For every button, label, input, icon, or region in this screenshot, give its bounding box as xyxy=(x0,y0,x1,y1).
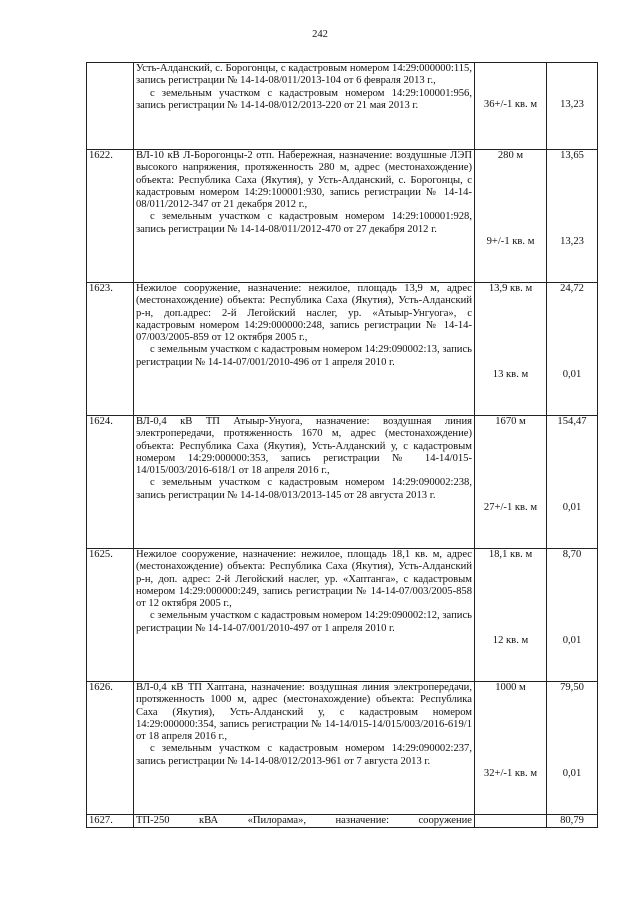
land-value: 13,23 xyxy=(560,99,584,110)
area-cell xyxy=(475,63,547,150)
land-plot-text: с земельным участком с кадастровым номером 14:29:090002:13, запись регистрации № 14-14-07/001/2010-496 от 1 апреля 2010 г. xyxy=(136,344,472,368)
object-area: 13,9 кв. м xyxy=(488,283,533,294)
area-cell xyxy=(475,283,547,416)
object-area: 280 м xyxy=(497,150,524,161)
object-text: ВЛ-10 кВ Л-Борогонцы-2 отп. Набережная, назначение: воздушные ЛЭП высокого напряжения, протяженность 280 м, адрес (местонахождение) объекта: Республика Саха (Якутия), у Усть-Алданский, с. Борогонцы, с кадастровым номером 14:29:100001:930, запись регистрации № 14-14-08/011/2012-347 от 21 декабря 2012 г., xyxy=(136,150,472,211)
object-description xyxy=(134,682,475,815)
object-area xyxy=(477,63,544,99)
land-area: 36+/-1 кв. м xyxy=(483,99,538,110)
row-number: 1626. xyxy=(87,682,134,815)
object-description xyxy=(134,416,475,549)
object-description xyxy=(134,549,475,682)
page-number: 242 xyxy=(312,29,328,40)
object-text: ВЛ-0,4 кВ ТП Хаптана, назначение: воздушная линия электропередачи, протяженность 1000 м, адрес (местонахождение) объекта: Республика Саха (Якутия), Усть-Алданский у, с кадастровым номером 14:29:000000:354, запись регистрации № 14-14/015-14/015/003/2016-619/1 от 18 апреля 2016 г., xyxy=(136,682,472,743)
row-number: 1622. xyxy=(87,150,134,283)
object-value xyxy=(549,63,595,99)
table-row xyxy=(87,283,598,416)
land-value: 0,01 xyxy=(562,768,582,779)
table-row xyxy=(87,150,598,283)
object-value: 8,70 xyxy=(562,549,582,560)
row-number: 1627. xyxy=(87,815,134,828)
object-area: 1000 м xyxy=(495,682,526,693)
value-cell xyxy=(547,682,598,815)
object-description xyxy=(134,283,475,416)
land-area: 32+/-1 кв. м xyxy=(483,768,538,779)
object-value: 24,72 xyxy=(560,283,584,294)
property-registry-table xyxy=(86,62,598,828)
table-row xyxy=(87,63,598,150)
land-area: 27+/-1 кв. м xyxy=(483,502,538,513)
value-cell xyxy=(547,815,598,828)
land-area: 9+/-1 кв. м xyxy=(486,236,535,247)
value-cell xyxy=(547,283,598,416)
row-number: 1625. xyxy=(87,549,134,682)
value-cell xyxy=(547,63,598,150)
object-description xyxy=(134,63,475,150)
land-plot-text: с земельным участком с кадастровым номером 14:29:100001:956, запись регистрации № 14-14-08/012/2013-220 от 21 мая 2013 г. xyxy=(136,87,472,111)
object-text: Нежилое сооружение, назначение: нежилое, площадь 18,1 кв. м, адрес (местонахождение) объекта: Республика Саха (Якутия), Усть-Алданский р-н, доп. адрес: 2-й Легойский наслег, ур. «Хаптанга», с кадастровым номером 14:29:000000:249, запись регистрации № 14-14-07/003/2005-858 от 12 октября 2005 г., xyxy=(136,549,472,610)
row-number xyxy=(87,63,134,150)
land-value: 0,01 xyxy=(562,502,582,513)
object-value: 79,50 xyxy=(560,682,584,693)
land-area: 13 кв. м xyxy=(492,369,529,380)
table-row xyxy=(87,416,598,549)
land-plot-text: с земельным участком с кадастровым номером 14:29:090002:238, запись регистрации № 14-14-08/013/2013-145 от 28 августа 2013 г. xyxy=(136,477,472,501)
land-plot-text: с земельным участком с кадастровым номером 14:29:090002:237, запись регистрации № 14-14-08/012/2013-961 от 7 августа 2013 г. xyxy=(136,743,472,767)
land-value: 0,01 xyxy=(562,635,582,646)
object-area: 18,1 кв. м xyxy=(488,549,533,560)
value-cell xyxy=(547,549,598,682)
object-value: 154,47 xyxy=(557,416,587,427)
object-text: Усть-Алданский, с. Борогонцы, с кадастровым номером 14:29:000000:115, запись регистрации № 14-14-08/011/2013-104 от 6 февраля 2013 г., xyxy=(136,63,472,87)
area-cell xyxy=(475,150,547,283)
object-text: ТП-250 кВА «Пилорама», назначение: сооружение xyxy=(136,815,472,826)
land-plot-text: с земельным участком с кадастровым номером 14:29:090002:12, запись регистрации № 14-14-07/001/2010-497 от 1 апреля 2010 г. xyxy=(136,610,472,634)
land-plot-text: с земельным участком с кадастровым номером 14:29:100001:928, запись регистрации № 14-14-08/011/2012-470 от 27 декабря 2012 г. xyxy=(136,211,472,235)
value-cell xyxy=(547,416,598,549)
table-row xyxy=(87,549,598,682)
row-number: 1623. xyxy=(87,283,134,416)
table-row xyxy=(87,815,598,828)
area-cell xyxy=(475,416,547,549)
land-area: 12 кв. м xyxy=(492,635,529,646)
area-cell xyxy=(475,815,547,828)
object-description xyxy=(134,815,475,828)
row-number: 1624. xyxy=(87,416,134,549)
object-description xyxy=(134,150,475,283)
object-value: 80,79 xyxy=(560,815,584,826)
object-text: ВЛ-0,4 кВ ТП Атыыр-Унуога, назначение: воздушная линия электропередачи, протяженность 1670 м, адрес (местонахождение) объекта: Республика Саха (Якутия), Усть-Алданский у, с кадастровым номером 14:29:000000:353, запись регистрации № 14-14/015-14/015/003/2016-618/1 от 18 апреля 2016 г., xyxy=(136,416,472,477)
land-value: 13,23 xyxy=(560,236,584,247)
land-value: 0,01 xyxy=(562,369,582,380)
value-cell xyxy=(547,150,598,283)
area-cell xyxy=(475,682,547,815)
object-text: Нежилое сооружение, назначение: нежилое, площадь 13,9 м, адрес (местонахождение) объекта: Республика Саха (Якутия), Усть-Алданский р-н, доп.адрес: 2-й Легойский наслег, ур. «Атыыр-Унгуога», с кадастровым номером 14:29:000000:248, запись регистрации № 14-14-07/003/2005-859 от 12 октября 2005 г., xyxy=(136,283,472,344)
table-row xyxy=(87,682,598,815)
area-cell xyxy=(475,549,547,682)
object-value: 13,65 xyxy=(560,150,584,161)
object-area: 1670 м xyxy=(495,416,526,427)
